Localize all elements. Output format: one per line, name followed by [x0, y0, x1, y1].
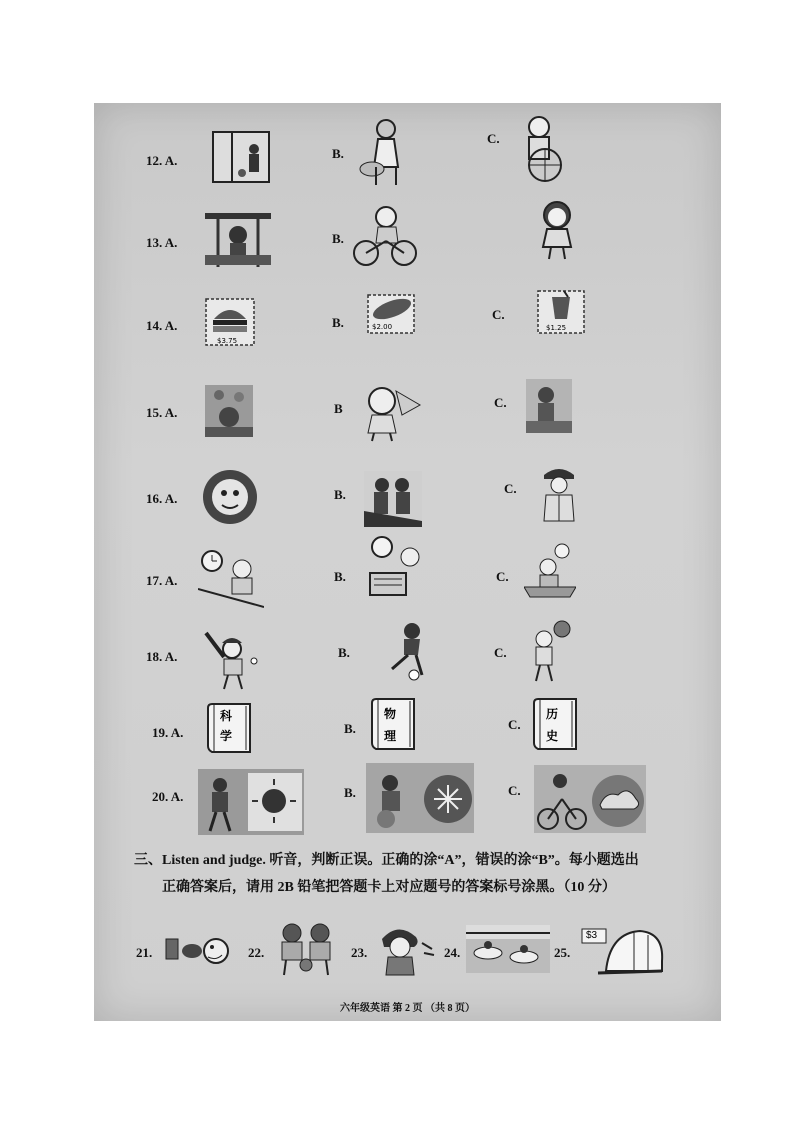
question-12-label: 12. A.	[146, 153, 178, 168]
q20-option-b-picture	[366, 763, 474, 833]
question-13-option-b: B.	[332, 231, 344, 246]
book-c-label: 历 史	[546, 707, 559, 743]
judge-item-23-label: 23.	[351, 945, 368, 960]
judge-25-cap-picture	[580, 921, 666, 979]
judge-21-picture	[164, 925, 230, 971]
question-15-option-b: B	[334, 401, 343, 416]
q19-option-c-history-book	[532, 695, 582, 751]
q16-option-c-picture	[534, 463, 584, 525]
question-18-label: 18. A.	[146, 649, 178, 664]
judge-24-picture	[466, 925, 550, 973]
q14-option-b-hotdog-picture	[364, 291, 418, 337]
question-15-option-c: C.	[494, 395, 507, 410]
question-17-option-c: C.	[496, 569, 509, 584]
q12-option-a-picture	[212, 131, 270, 183]
question-20-option-b: B.	[344, 785, 356, 800]
svg-text:$2.00: $2.00	[372, 323, 393, 331]
question-18-option-c: C.	[494, 645, 507, 660]
question-12-option-b: B.	[332, 146, 344, 161]
question-19-option-c: C.	[508, 717, 521, 732]
judge-22-picture	[272, 921, 344, 977]
q20-option-c-picture	[534, 765, 646, 833]
question-16-label: 16. A.	[146, 491, 178, 506]
q15-option-c-picture	[526, 379, 572, 433]
judge-item-24-label: 24.	[444, 945, 461, 960]
q12-option-b-picture	[356, 117, 412, 187]
q18-option-a-baseball-picture	[202, 629, 258, 691]
q13-option-c-picture	[529, 199, 585, 261]
question-19-option-b: B.	[344, 721, 356, 736]
book-b-label: 物 理	[384, 707, 397, 743]
judge-23-picture	[374, 923, 436, 979]
svg-text:$1.25: $1.25	[546, 324, 567, 332]
q17-option-a-picture	[198, 549, 264, 611]
question-16-option-c: C.	[504, 481, 517, 496]
question-14-option-b: B.	[332, 315, 344, 330]
question-20-label: 20. A.	[152, 789, 184, 804]
q20-option-a-picture	[198, 769, 304, 835]
book-a-label: 科 学	[220, 709, 233, 743]
question-12-option-c: C.	[487, 131, 500, 146]
q15-option-a-picture	[205, 385, 253, 437]
question-20-option-c: C.	[508, 783, 521, 798]
q17-option-c-picture	[524, 543, 576, 599]
q14-option-c-drink-picture	[534, 287, 588, 337]
q16-option-b-picture	[364, 471, 422, 527]
q16-option-a-picture	[198, 467, 262, 525]
q19-option-b-physics-book	[370, 695, 420, 751]
q14-option-a-hamburger-picture	[202, 295, 258, 349]
question-16-option-b: B.	[334, 487, 346, 502]
question-15-label: 15. A.	[146, 405, 178, 420]
svg-text:$3.75: $3.75	[217, 337, 238, 345]
judge-item-22-label: 22.	[248, 945, 265, 960]
question-14-option-c: C.	[492, 307, 505, 322]
q18-option-c-basketball-picture	[522, 619, 574, 683]
section-3-line-2: 正确答案后，请用 2B 铅笔把答题卡上对应题号的答案标号涂黑。（10 分）	[162, 880, 616, 895]
exam-page	[94, 103, 721, 1021]
q17-option-b-picture	[366, 535, 432, 601]
question-17-label: 17. A.	[146, 573, 178, 588]
q15-option-b-picture	[360, 381, 426, 443]
cap-price-tag: $3	[586, 930, 598, 941]
q12-option-c-picture	[509, 113, 575, 183]
judge-item-25-label: 25.	[554, 945, 571, 960]
q13-option-b-picture	[352, 203, 418, 267]
q18-option-b-football-picture	[374, 621, 436, 681]
question-14-label: 14. A.	[146, 318, 178, 333]
section-3-line-1: 三、Listen and judge. 听音，判断正误。正确的涂“A”，错误的涂“B”。每小题选出	[134, 853, 639, 868]
question-17-option-b: B.	[334, 569, 346, 584]
judge-item-21-label: 21.	[136, 945, 153, 960]
page-footer: 六年级英语 第 2 页 （共 8 页）	[340, 1003, 475, 1014]
question-18-option-b: B.	[338, 645, 350, 660]
q19-option-a-science-book	[206, 700, 256, 754]
question-19-label: 19. A.	[152, 725, 184, 740]
q13-option-a-picture	[204, 209, 272, 267]
question-13-label: 13. A.	[146, 235, 178, 250]
section-3-instructions	[134, 847, 694, 901]
